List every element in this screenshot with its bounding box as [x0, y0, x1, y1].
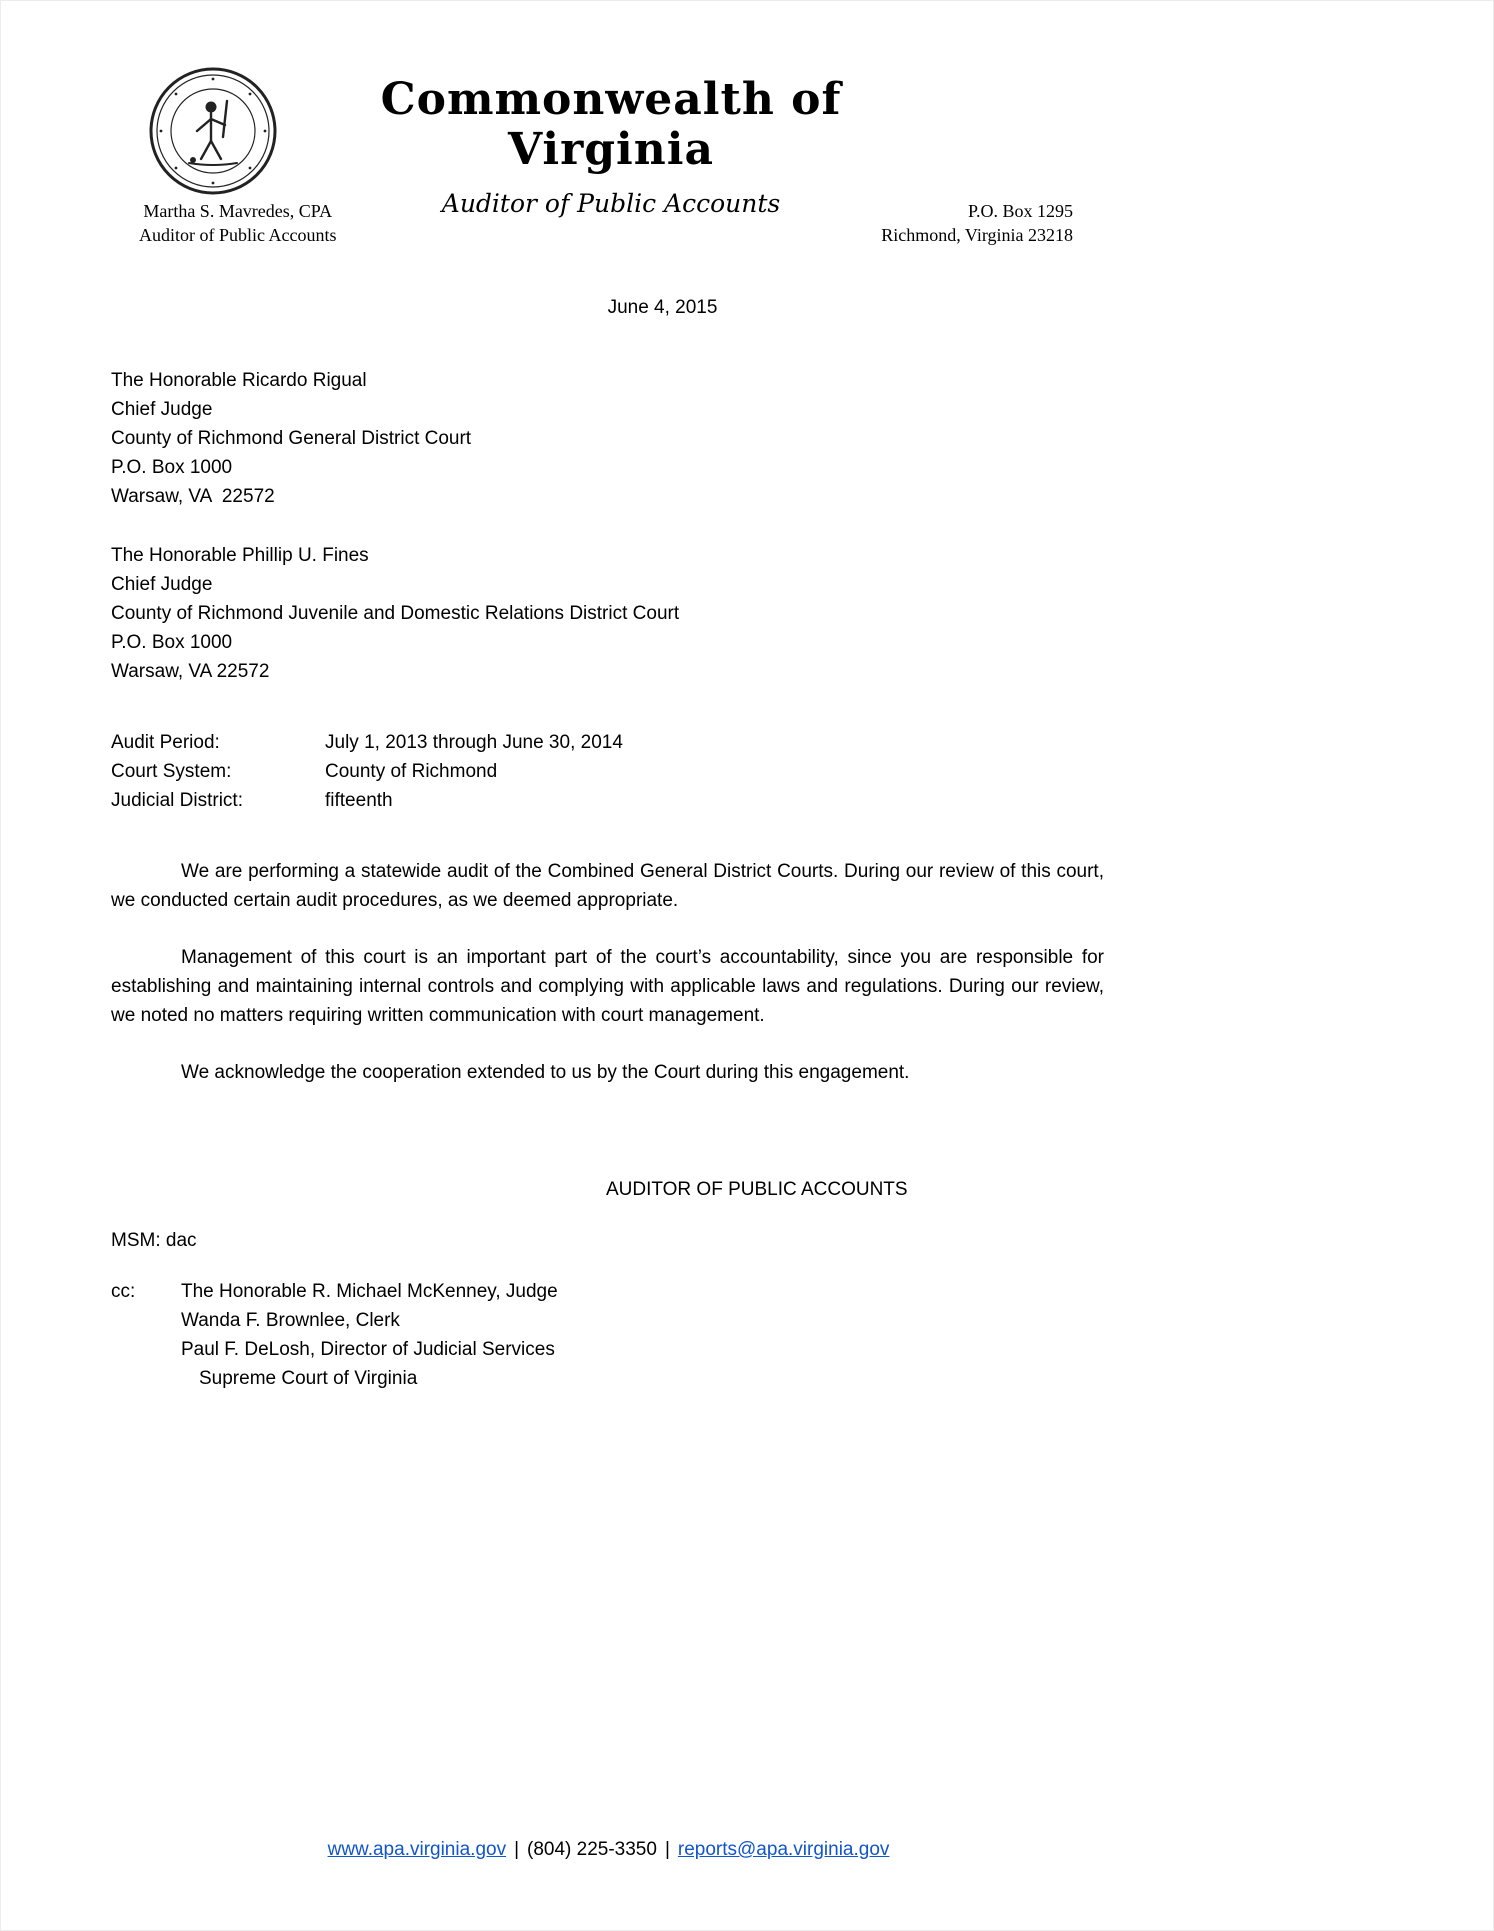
recipient-line: Chief Judge: [111, 574, 213, 595]
cc-names: [181, 1277, 558, 1393]
footer-separator: |: [664, 1839, 670, 1860]
official-title: Auditor of Public Accounts: [139, 225, 337, 245]
website-link[interactable]: www.apa.virginia.gov: [327, 1839, 507, 1860]
cc-block: [111, 1277, 1104, 1393]
official-name: Martha S. Mavredes, CPA: [143, 201, 333, 221]
virginia-state-seal-icon: [149, 67, 277, 195]
recipient-address-1: [111, 366, 1104, 511]
detail-value: County of Richmond: [325, 761, 498, 782]
letterhead: [1, 1, 1493, 251]
reference-initials: MSM: dac: [111, 1230, 197, 1251]
recipient-line: The Honorable Ricardo Rigual: [111, 370, 367, 391]
footer-separator: |: [514, 1839, 520, 1860]
recipient-line: County of Richmond General District Court: [111, 428, 472, 449]
detail-label: Judicial District:: [111, 790, 243, 811]
cc-name: Wanda F. Brownlee, Clerk: [181, 1310, 400, 1331]
department-title: Auditor of Public Accounts: [441, 189, 781, 218]
return-address: [881, 199, 1073, 247]
organization-title: Commonwealth of Virginia: [380, 74, 842, 175]
letter-date: June 4, 2015: [607, 297, 718, 318]
return-address-line1: P.O. Box 1295: [967, 201, 1073, 221]
detail-label: Court System:: [111, 761, 232, 782]
detail-row-court-system: [111, 757, 1104, 786]
detail-row-audit-period: [111, 728, 1104, 757]
recipient-line: Warsaw, VA 22572: [111, 661, 270, 682]
body-paragraph-2: Management of this court is an important part of the court’s accountability, since you are responsible for establishing and maintaining internal controls and complying with applicable laws and regulations. During our review, we noted no matters requiring written communication with court management.: [111, 947, 1104, 1026]
recipient-line: County of Richmond Juvenile and Domestic Relations District Court: [111, 603, 680, 624]
official-credentials: [139, 199, 336, 247]
recipient-line: Chief Judge: [111, 399, 213, 420]
detail-row-judicial-district: [111, 786, 1104, 815]
contact-footer: [111, 1835, 1106, 1864]
recipient-address-2: [111, 541, 1104, 686]
detail-label: Audit Period:: [111, 732, 220, 753]
masthead: [281, 75, 941, 218]
body-paragraph-3: We acknowledge the cooperation extended to us by the Court during this engagement.: [181, 1062, 910, 1083]
body-paragraph-1: We are performing a statewide audit of the Combined General District Courts. During our review of this court, we conducted certain audit procedures, as we deemed appropriate.: [111, 861, 1104, 911]
detail-value: fifteenth: [325, 790, 393, 811]
audit-details: [111, 728, 1104, 815]
detail-value: July 1, 2013 through June 30, 2014: [325, 732, 623, 753]
cc-name: Paul F. DeLosh, Director of Judicial Services: [181, 1339, 555, 1360]
signature-block: AUDITOR OF PUBLIC ACCOUNTS: [606, 1179, 908, 1200]
cc-name: Supreme Court of Virginia: [199, 1368, 418, 1389]
cc-label: cc:: [111, 1281, 136, 1302]
recipient-line: The Honorable Phillip U. Fines: [111, 545, 369, 566]
phone-number: (804) 225-3350: [527, 1839, 657, 1860]
recipient-line: Warsaw, VA 22572: [111, 486, 275, 507]
email-link[interactable]: reports@apa.virginia.gov: [677, 1839, 890, 1860]
recipient-line: P.O. Box 1000: [111, 457, 233, 478]
cc-name: The Honorable R. Michael McKenney, Judge: [181, 1281, 558, 1302]
return-address-line2: Richmond, Virginia 23218: [881, 225, 1073, 245]
letter-body: [1, 293, 1493, 1393]
recipient-line: P.O. Box 1000: [111, 632, 233, 653]
